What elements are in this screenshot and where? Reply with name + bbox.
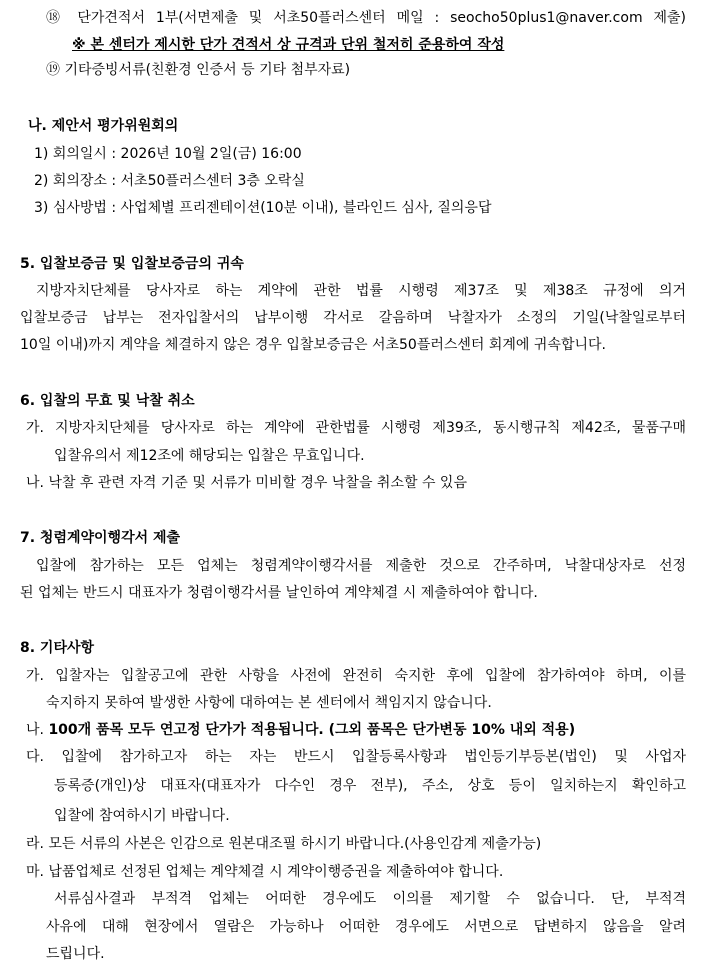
section-8-heading: 8. 기타사항 [20, 640, 95, 656]
section-8-item-e: 마. 납품업체로 선정된 업체는 계약체결 시 계약이행증권을 제출하여야 합니다. [26, 864, 504, 880]
committee-heading: 나. 제안서 평가위원회의 [28, 118, 179, 134]
section-8-note: 사유에 대해 현장에서 열람은 가능하나 어떠한 경우에도 서면으로 답변하지 않음을 알려 [46, 919, 686, 935]
section-8-note: 서류심사결과 부적격 업체는 어떠한 경우에도 이의를 제기할 수 없습니다. 단, 부적격 [54, 891, 686, 907]
section-8-item-d: 라. 모든 서류의 사본은 인감으로 원본대조필 하시기 바랍니다.(사용인감계 제출가능) [26, 836, 542, 852]
section-8-item-a-cont: 숙지하지 못하여 발생한 사항에 대하여는 본 센터에서 책임지지 않습니다. [46, 695, 492, 711]
section-7-heading: 7. 청렴계약이행각서 제출 [20, 530, 181, 546]
committee-item: 3) 심사방법 : 사업체별 프리젠테이션(10분 이내), 블라인드 심사, 질의응답 [34, 200, 492, 216]
section-8-item-c: 다. 입찰에 참가하고자 하는 자는 반드시 입찰등록사항과 법인등기부등본(법인) 및 사업자 [26, 749, 686, 765]
section-8-item-b [26, 720, 575, 740]
doc-item-18-note: ※ 본 센터가 제시한 단가 견적서 상 규격과 단위 철저히 준용하여 작성 [72, 37, 505, 53]
section-5-heading: 5. 입찰보증금 및 입찰보증금의 귀속 [20, 256, 244, 272]
committee-item: 1) 회의일시 : 2026년 10월 2일(금) 16:00 [34, 146, 302, 162]
section-5-line: 10일 이내)까지 계약을 체결하지 않은 경우 입찰보증금은 서초50플러스센터 회계에 귀속합니다. [20, 337, 606, 353]
committee-item: 2) 회의장소 : 서초50플러스센터 3층 오락실 [34, 173, 305, 189]
doc-item-18: ⑱ 단가견적서 1부(서면제출 및 서초50플러스센터 메일 : seocho50plus1@naver.com 제출) [46, 10, 686, 26]
section-5-line: 지방자치단체를 당사자로 하는 계약에 관한 법률 시행령 제37조 및 제38조 규정에 의거 [36, 283, 686, 299]
section-6-item-a-cont: 입찰유의서 제12조에 해당되는 입찰은 무효입니다. [54, 448, 365, 464]
section-7-line: 된 업체는 반드시 대표자가 청렴이행각서를 날인하여 계약체결 시 제출하여야 합니다. [20, 585, 538, 601]
section-6-item-a: 가. 지방자치단체를 당사자로 하는 계약에 관한법률 시행령 제39조, 동시행규칙 제42조, 물품구매 [26, 420, 686, 436]
doc-item-19: ⑲ 기타증빙서류(친환경 인증서 등 기타 첨부자료) [46, 62, 351, 78]
section-6-item-b: 나. 낙찰 후 관련 자격 기준 및 서류가 미비할 경우 낙찰을 취소할 수 있음 [26, 475, 467, 491]
section-8-item-b-prefix: 나. [26, 722, 49, 738]
section-8-item-c-cont: 입찰에 참여하시기 바랍니다. [54, 808, 230, 824]
section-8-item-a: 가. 입찰자는 입찰공고에 관한 사항을 사전에 완전히 숙지한 후에 입찰에 참가하여야 하며, 이를 [26, 668, 686, 684]
section-8-item-b-bold: 100개 품목 모두 연고정 단가가 적용됩니다. (그외 품목은 단가변동 10% 내외 적용) [48, 722, 576, 738]
section-7-line: 입찰에 참가하는 모든 업체는 청렴계약이행각서를 제출한 것으로 간주하며, 낙찰대상자로 선정 [36, 558, 686, 574]
section-8-note: 드립니다. [46, 946, 105, 962]
section-5-line: 입찰보증금 납부는 전자입찰서의 납부이행 각서로 갈음하며 낙찰자가 소정의 기일(낙찰일로부터 [20, 310, 686, 326]
section-8-item-c-cont: 등록증(개인)상 대표자(대표자가 다수인 경우 전부), 주소, 상호 등이 일치하는지 확인하고 [54, 778, 686, 794]
section-6-heading: 6. 입찰의 무효 및 낙찰 취소 [20, 393, 195, 409]
